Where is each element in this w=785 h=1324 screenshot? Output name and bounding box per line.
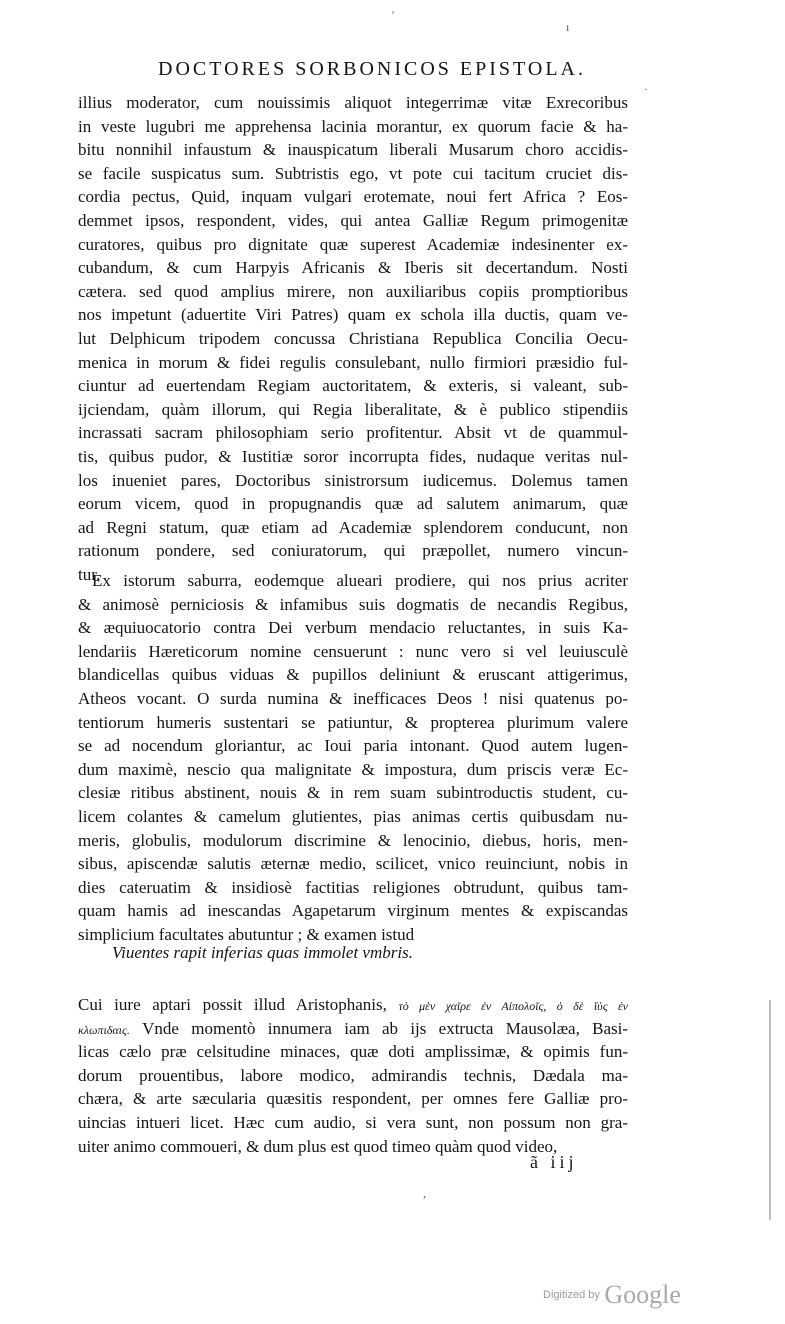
text-line: lendariis Hæreticorum nomine censuerunt : nunc vero si vel leuiusculè — [78, 641, 628, 661]
ink-mark: · — [644, 82, 648, 96]
text-line — [78, 1017, 628, 1041]
text-line: blandicellas quibus viduas & pupillos deliniunt & eruscant attigerimus, — [78, 665, 628, 685]
text-line: nos impetunt (aduertite Viri Patres) quam ex schola illa ductis, quam ve- — [78, 305, 628, 325]
text-line: tis, quibus pudor, & Iustitiæ soror incorrupta fides, nudaque veritas nul- — [78, 446, 628, 466]
text-line: demmet ipsos, respondent, vides, qui antea Galliæ Regum primogenitæ — [78, 210, 628, 230]
text-line: rationum pondere, sed coniuratorum, qui præpollet, numero vincun- — [78, 541, 628, 561]
text-line: illius moderator, cum nouissimis aliquot integerrimæ vitæ Exrecoribus — [78, 93, 628, 112]
text-line: incrassati sacram philosophiam serio profitentur. Absit vt de quammul- — [78, 423, 628, 443]
text-line: tur. — [78, 564, 101, 584]
text-line: licem colantes & camelum glutientes, pias animas certis quibusdam nu- — [78, 806, 628, 826]
paragraph-1 — [78, 91, 628, 586]
ink-mark: , — [423, 1186, 426, 1200]
text-line: clesiæ ritibus abstinent, nouis & in rem suam subintroductis student, cu- — [78, 783, 628, 803]
paragraph-2 — [78, 569, 628, 947]
text-line: lut Delphicum tripodem concussa Christiana Republica Concilia Oecu- — [78, 328, 628, 348]
text-line: Ex istorum saburra, eodemque alueari prodiere, qui nos prius acriter — [92, 571, 628, 590]
text-line: uiter animo commoueri, & dum plus est quod timeo quàm quod video, — [78, 1136, 558, 1156]
text-line: se facile suspicatus sum. Subtristis ego, vt pote cui tacitum cruciet dis- — [78, 163, 628, 183]
ink-mark: ' — [392, 8, 395, 22]
text-line: ijciendam, quàm illorum, qui Regia liberalitate, & è publico stipendiis — [78, 399, 628, 419]
verse-quotation: Viuentes rapit inferias quas immolet vmbris. — [112, 943, 413, 962]
running-header: DOCTORES SORBONICOS EPISTOLA. — [158, 58, 586, 80]
text-line: in veste lugubri me apprehensa lacinia morantur, ex quorum facie & ha- — [78, 116, 628, 136]
text-line: los inueniet pares, Doctoribus sinistrorsum iudicemus. Dolemus tamen — [78, 470, 628, 490]
text-line: curatores, quibus pro dignitate quæ superest Academiæ indesinenter ex- — [78, 234, 628, 254]
digitized-label: Digitized by — [543, 1289, 600, 1301]
text-line: chæra, & arte sæcularia quæsitis respondent, per omnes fere Galliæ pro- — [78, 1089, 628, 1109]
text-line: meris, globulis, modulorum discrimine & lenocinio, diebus, horis, men- — [78, 830, 628, 850]
signature-mark: ã iij — [530, 1152, 578, 1172]
text-line: dorum prouentibus, labore modico, admirandis technis, Dædala ma- — [78, 1065, 628, 1085]
text-line: cubandum, & cum Harpyis Africanis & Iberis sit decertandum. Nosti — [78, 258, 628, 278]
text-line: ad Regni statum, quæ etiam ad Academiæ splendorem conducunt, non — [78, 517, 628, 537]
text-line: menica in morum & fidei regulis consulebant, nullo firmiori præsidio ful- — [78, 352, 628, 372]
text-line: tentiorum humeris sustentari se patiuntur, & propterea plurimum valere — [78, 712, 628, 732]
text-line: sibus, apiscendæ salutis æternæ medio, scilicet, vnico reuinciunt, nobis in — [78, 854, 628, 874]
text-line: cordia pectus, Quid, inquam vulgari erotemate, noui fert Africa ? Eos- — [78, 187, 628, 207]
text-run: Cui iure aptari possit illud Aristophanis, — [78, 995, 399, 1014]
text-line: licas cælo præ celsitudine minaces, quæ doti amplissimæ, & opimis fun- — [78, 1042, 628, 1062]
paragraph-3 — [78, 993, 628, 1158]
text-line — [78, 993, 628, 1017]
google-logo: Google — [604, 1280, 681, 1309]
text-line: eorum vicem, quod in propugnandis quæ ad salutem animarum, quæ — [78, 494, 628, 514]
text-line: cætera. sed quod amplius mirere, non auxiliaribus copiis promptioribus — [78, 281, 628, 301]
text-line: quam hamis ad inescandas Agapetarum virginum mentes & expiscandas — [78, 901, 628, 921]
digitized-by-google — [543, 1280, 681, 1310]
text-line: simplicium facultates abutuntur ; & examen istud — [78, 924, 415, 944]
text-line: ciuntur ad euertendam Regiam auctoritatem, & exteris, si valeant, sub- — [78, 376, 628, 396]
page-edge-shadow — [769, 1000, 771, 1220]
text-line: uincias intueri licet. Hæc cum audio, si vera sunt, non possum non gra- — [78, 1112, 628, 1132]
greek-quotation: κλωπιδαις. — [78, 1022, 130, 1037]
text-line: Atheos vocant. O surda numina & inefficaces Deos ! nisi quatenus po- — [78, 688, 628, 708]
text-line: dies cateruatim & insidiosè factitias religiones obtrudunt, quibus tam- — [78, 877, 628, 897]
text-run: Vnde momentò innumera iam ab ijs extructa Mausolæa, Basi- — [129, 1018, 628, 1038]
text-line: & æquiuocatorio contra Dei verbum mendacio reluctantes, in suis Ka- — [78, 618, 628, 638]
greek-quotation: τὸ μὲν χαῖρε ἐν Αἰπολοῖς, ὁ δὲ ἵὑς ἐν — [398, 999, 628, 1013]
ink-mark: ı — [566, 20, 570, 34]
text-line: se ad nocendum gloriantur, ac Ioui paria intonant. Quod autem lugen- — [78, 736, 628, 756]
text-line: & animosè perniciosis & infamibus suis dogmatis de necandis Regibus, — [78, 594, 628, 614]
text-line: dum maximè, nescio qua malignitate & impostura, dum priscis veræ Ec- — [78, 759, 628, 779]
text-line: bitu nonnihil infaustum & inauspicatum liberali Musarum choro accidis- — [78, 140, 628, 160]
